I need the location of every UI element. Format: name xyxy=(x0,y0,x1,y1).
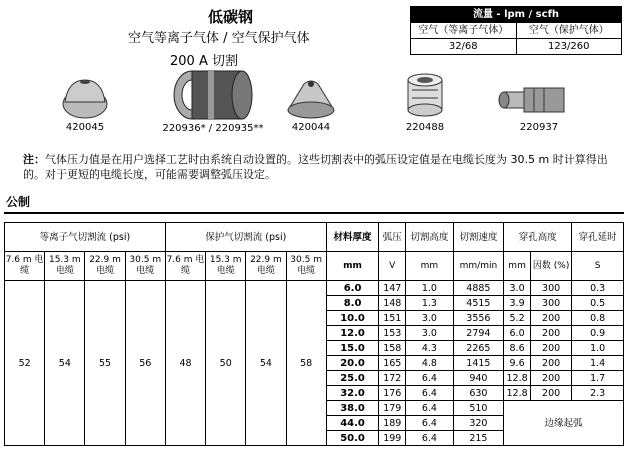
unit-delay: S xyxy=(572,252,624,281)
thickness-cell: 32.0 xyxy=(326,386,379,401)
part-electrode xyxy=(494,78,584,133)
cut-speed-cell: 320 xyxy=(453,416,504,431)
pierce-height-cell: 3.9 xyxy=(504,296,531,311)
voltage-cell: 199 xyxy=(379,431,406,446)
header-shield-flow: 保护气切割流 (psi) xyxy=(165,223,326,252)
cut-speed-cell: 2265 xyxy=(453,341,504,356)
voltage-cell: 179 xyxy=(379,401,406,416)
cut-height-cell: 3.0 xyxy=(406,326,453,341)
flow-col-shield: 空气（保护气体） xyxy=(516,23,622,38)
cable-length-cell: 22.9 m 电缆 xyxy=(85,252,125,281)
cut-speed-cell: 3556 xyxy=(453,311,504,326)
flow-col-plasma: 空气（等离子气体） xyxy=(418,25,509,36)
cut-speed-cell: 4885 xyxy=(453,281,504,296)
thickness-cell: 44.0 xyxy=(326,416,379,431)
thickness-cell: 15.0 xyxy=(326,341,379,356)
pierce-delay-cell: 2.3 xyxy=(572,386,624,401)
cut-height-cell: 1.3 xyxy=(406,296,453,311)
table-row xyxy=(5,281,624,296)
pierce-factor-cell: 300 xyxy=(530,296,571,311)
part-swirl-ring xyxy=(400,72,450,133)
current-subtitle: 200 A 切割 xyxy=(170,54,238,69)
pierce-delay-cell: 1.4 xyxy=(572,356,624,371)
part-number: 220936* / 220935** xyxy=(162,123,264,134)
plasma-flow-value: 55 xyxy=(85,281,125,446)
section-divider xyxy=(4,212,624,214)
cut-height-cell: 6.4 xyxy=(406,371,453,386)
pierce-factor-cell: 200 xyxy=(530,356,571,371)
cut-height-cell: 1.0 xyxy=(406,281,453,296)
header-cut-speed: 切割速度 xyxy=(453,223,504,252)
cut-speed-cell: 215 xyxy=(453,431,504,446)
section-title: 公制 xyxy=(6,195,31,209)
shield-flow-value: 54 xyxy=(246,281,286,446)
cut-speed-cell: 630 xyxy=(453,386,504,401)
voltage-cell: 151 xyxy=(379,311,406,326)
thickness-cell: 25.0 xyxy=(326,371,379,386)
unit-height: mm xyxy=(406,252,453,281)
part-shield-cap xyxy=(60,72,110,133)
note-text: 气体压力值是在用户选择工艺时由系统自动设置的。这些切割表中的弧压设定值是在电缆长度为 30.5 m 时计算得出的。对于更短的电缆长度，可能需要调整弧压设定。 xyxy=(23,153,608,181)
cut-chart-table xyxy=(4,222,624,446)
voltage-cell: 172 xyxy=(379,371,406,386)
shield-flow-value: 50 xyxy=(206,281,246,446)
nozzle-icon xyxy=(284,72,338,122)
pierce-factor-cell: 300 xyxy=(530,281,571,296)
cut-speed-cell: 2794 xyxy=(453,326,504,341)
cut-height-cell: 6.4 xyxy=(406,401,453,416)
part-number: 420044 xyxy=(291,122,331,133)
cut-height-cell: 6.4 xyxy=(406,431,453,446)
header-pierce-height: 穿孔高度 xyxy=(504,223,572,252)
pierce-height-cell: 12.8 xyxy=(504,371,531,386)
thickness-cell: 20.0 xyxy=(326,356,379,371)
pierce-height-cell: 9.6 xyxy=(504,356,531,371)
cable-length-cell: 30.5 m 电缆 xyxy=(125,252,165,281)
unit-pierce-factor: 因数 (%) xyxy=(530,252,571,281)
cut-speed-cell: 940 xyxy=(453,371,504,386)
pierce-delay-cell: 0.9 xyxy=(572,326,624,341)
cut-speed-cell: 1415 xyxy=(453,356,504,371)
pierce-factor-cell: 200 xyxy=(530,311,571,326)
part-number: 220488 xyxy=(405,122,445,133)
thickness-cell: 10.0 xyxy=(326,311,379,326)
header-pierce-delay: 穿孔延时 xyxy=(572,223,624,252)
pierce-height-cell: 8.6 xyxy=(504,341,531,356)
cable-length-cell: 15.3 m 电缆 xyxy=(45,252,85,281)
cut-height-cell: 6.4 xyxy=(406,416,453,431)
pierce-factor-cell: 200 xyxy=(530,371,571,386)
part-retaining-cap xyxy=(158,68,268,134)
cut-height-cell: 4.8 xyxy=(406,356,453,371)
pierce-delay-cell: 1.0 xyxy=(572,341,624,356)
thickness-cell: 50.0 xyxy=(326,431,379,446)
header-arc-voltage: 弧压 xyxy=(379,223,406,252)
voltage-cell: 189 xyxy=(379,416,406,431)
plasma-flow-value: 54 xyxy=(45,281,85,446)
header-plasma-flow: 等离子气切割流 (psi) xyxy=(5,223,166,252)
thickness-cell: 38.0 xyxy=(326,401,379,416)
flow-rate-box xyxy=(410,6,622,55)
gas-subtitle: 空气等离子气体 / 空气保护气体 xyxy=(128,31,310,46)
page-title: 低碳钢 xyxy=(208,8,254,26)
cut-height-cell: 3.0 xyxy=(406,311,453,326)
part-number: 420045 xyxy=(65,122,105,133)
cut-height-cell: 4.3 xyxy=(406,341,453,356)
voltage-cell: 165 xyxy=(379,356,406,371)
pierce-height-cell: 3.0 xyxy=(504,281,531,296)
flow-val-plasma: 32/68 xyxy=(448,41,478,52)
pierce-height-cell: 5.2 xyxy=(504,311,531,326)
pierce-delay-cell: 0.8 xyxy=(572,311,624,326)
voltage-cell: 147 xyxy=(379,281,406,296)
header-thickness: 材料厚度 xyxy=(326,223,379,252)
thickness-cell: 8.0 xyxy=(326,296,379,311)
unit-thickness: mm xyxy=(326,252,379,281)
shield-flow-value: 58 xyxy=(286,281,326,446)
shield-cap-icon xyxy=(60,72,110,122)
pierce-factor-cell: 200 xyxy=(530,386,571,401)
pierce-height-cell: 12.8 xyxy=(504,386,531,401)
cable-length-cell: 30.5 m 电缆 xyxy=(286,252,326,281)
electrode-icon xyxy=(494,78,584,122)
voltage-cell: 148 xyxy=(379,296,406,311)
part-nozzle xyxy=(284,72,338,133)
thickness-cell: 12.0 xyxy=(326,326,379,341)
pierce-height-cell: 6.0 xyxy=(504,326,531,341)
pierce-factor-cell: 200 xyxy=(530,341,571,356)
unit-pierce-mm: mm xyxy=(504,252,531,281)
pierce-delay-cell: 0.5 xyxy=(572,296,624,311)
voltage-cell: 176 xyxy=(379,386,406,401)
cable-length-cell: 7.6 m 电缆 xyxy=(5,252,45,281)
cable-length-cell: 22.9 m 电缆 xyxy=(246,252,286,281)
cable-length-cell: 15.3 m 电缆 xyxy=(206,252,246,281)
thickness-cell: 6.0 xyxy=(326,281,379,296)
note-label: 注： xyxy=(23,153,45,166)
plasma-flow-value: 56 xyxy=(125,281,165,446)
pierce-delay-cell: 1.7 xyxy=(572,371,624,386)
pierce-delay-cell: 0.3 xyxy=(572,281,624,296)
cut-height-cell: 6.4 xyxy=(406,386,453,401)
pierce-factor-cell: 200 xyxy=(530,326,571,341)
cable-length-cell: 7.6 m 电缆 xyxy=(165,252,205,281)
voltage-cell: 158 xyxy=(379,341,406,356)
note-paragraph xyxy=(23,152,623,182)
flow-title: 流量 - lpm / scfh xyxy=(411,7,621,22)
flow-val-shield: 123/260 xyxy=(516,39,622,54)
cut-speed-cell: 510 xyxy=(453,401,504,416)
voltage-cell: 153 xyxy=(379,326,406,341)
part-number: 220937 xyxy=(519,122,559,133)
header-cut-height: 切割高度 xyxy=(406,223,453,252)
edge-start-cell: 边缘起弧 xyxy=(504,401,624,446)
shield-flow-value: 48 xyxy=(165,281,205,446)
plasma-flow-value: 52 xyxy=(5,281,45,446)
cut-speed-cell: 4515 xyxy=(453,296,504,311)
retaining-cap-icon xyxy=(168,68,258,123)
unit-voltage: V xyxy=(379,252,406,281)
unit-speed: mm/min xyxy=(453,252,504,281)
swirl-ring-icon xyxy=(400,72,450,122)
